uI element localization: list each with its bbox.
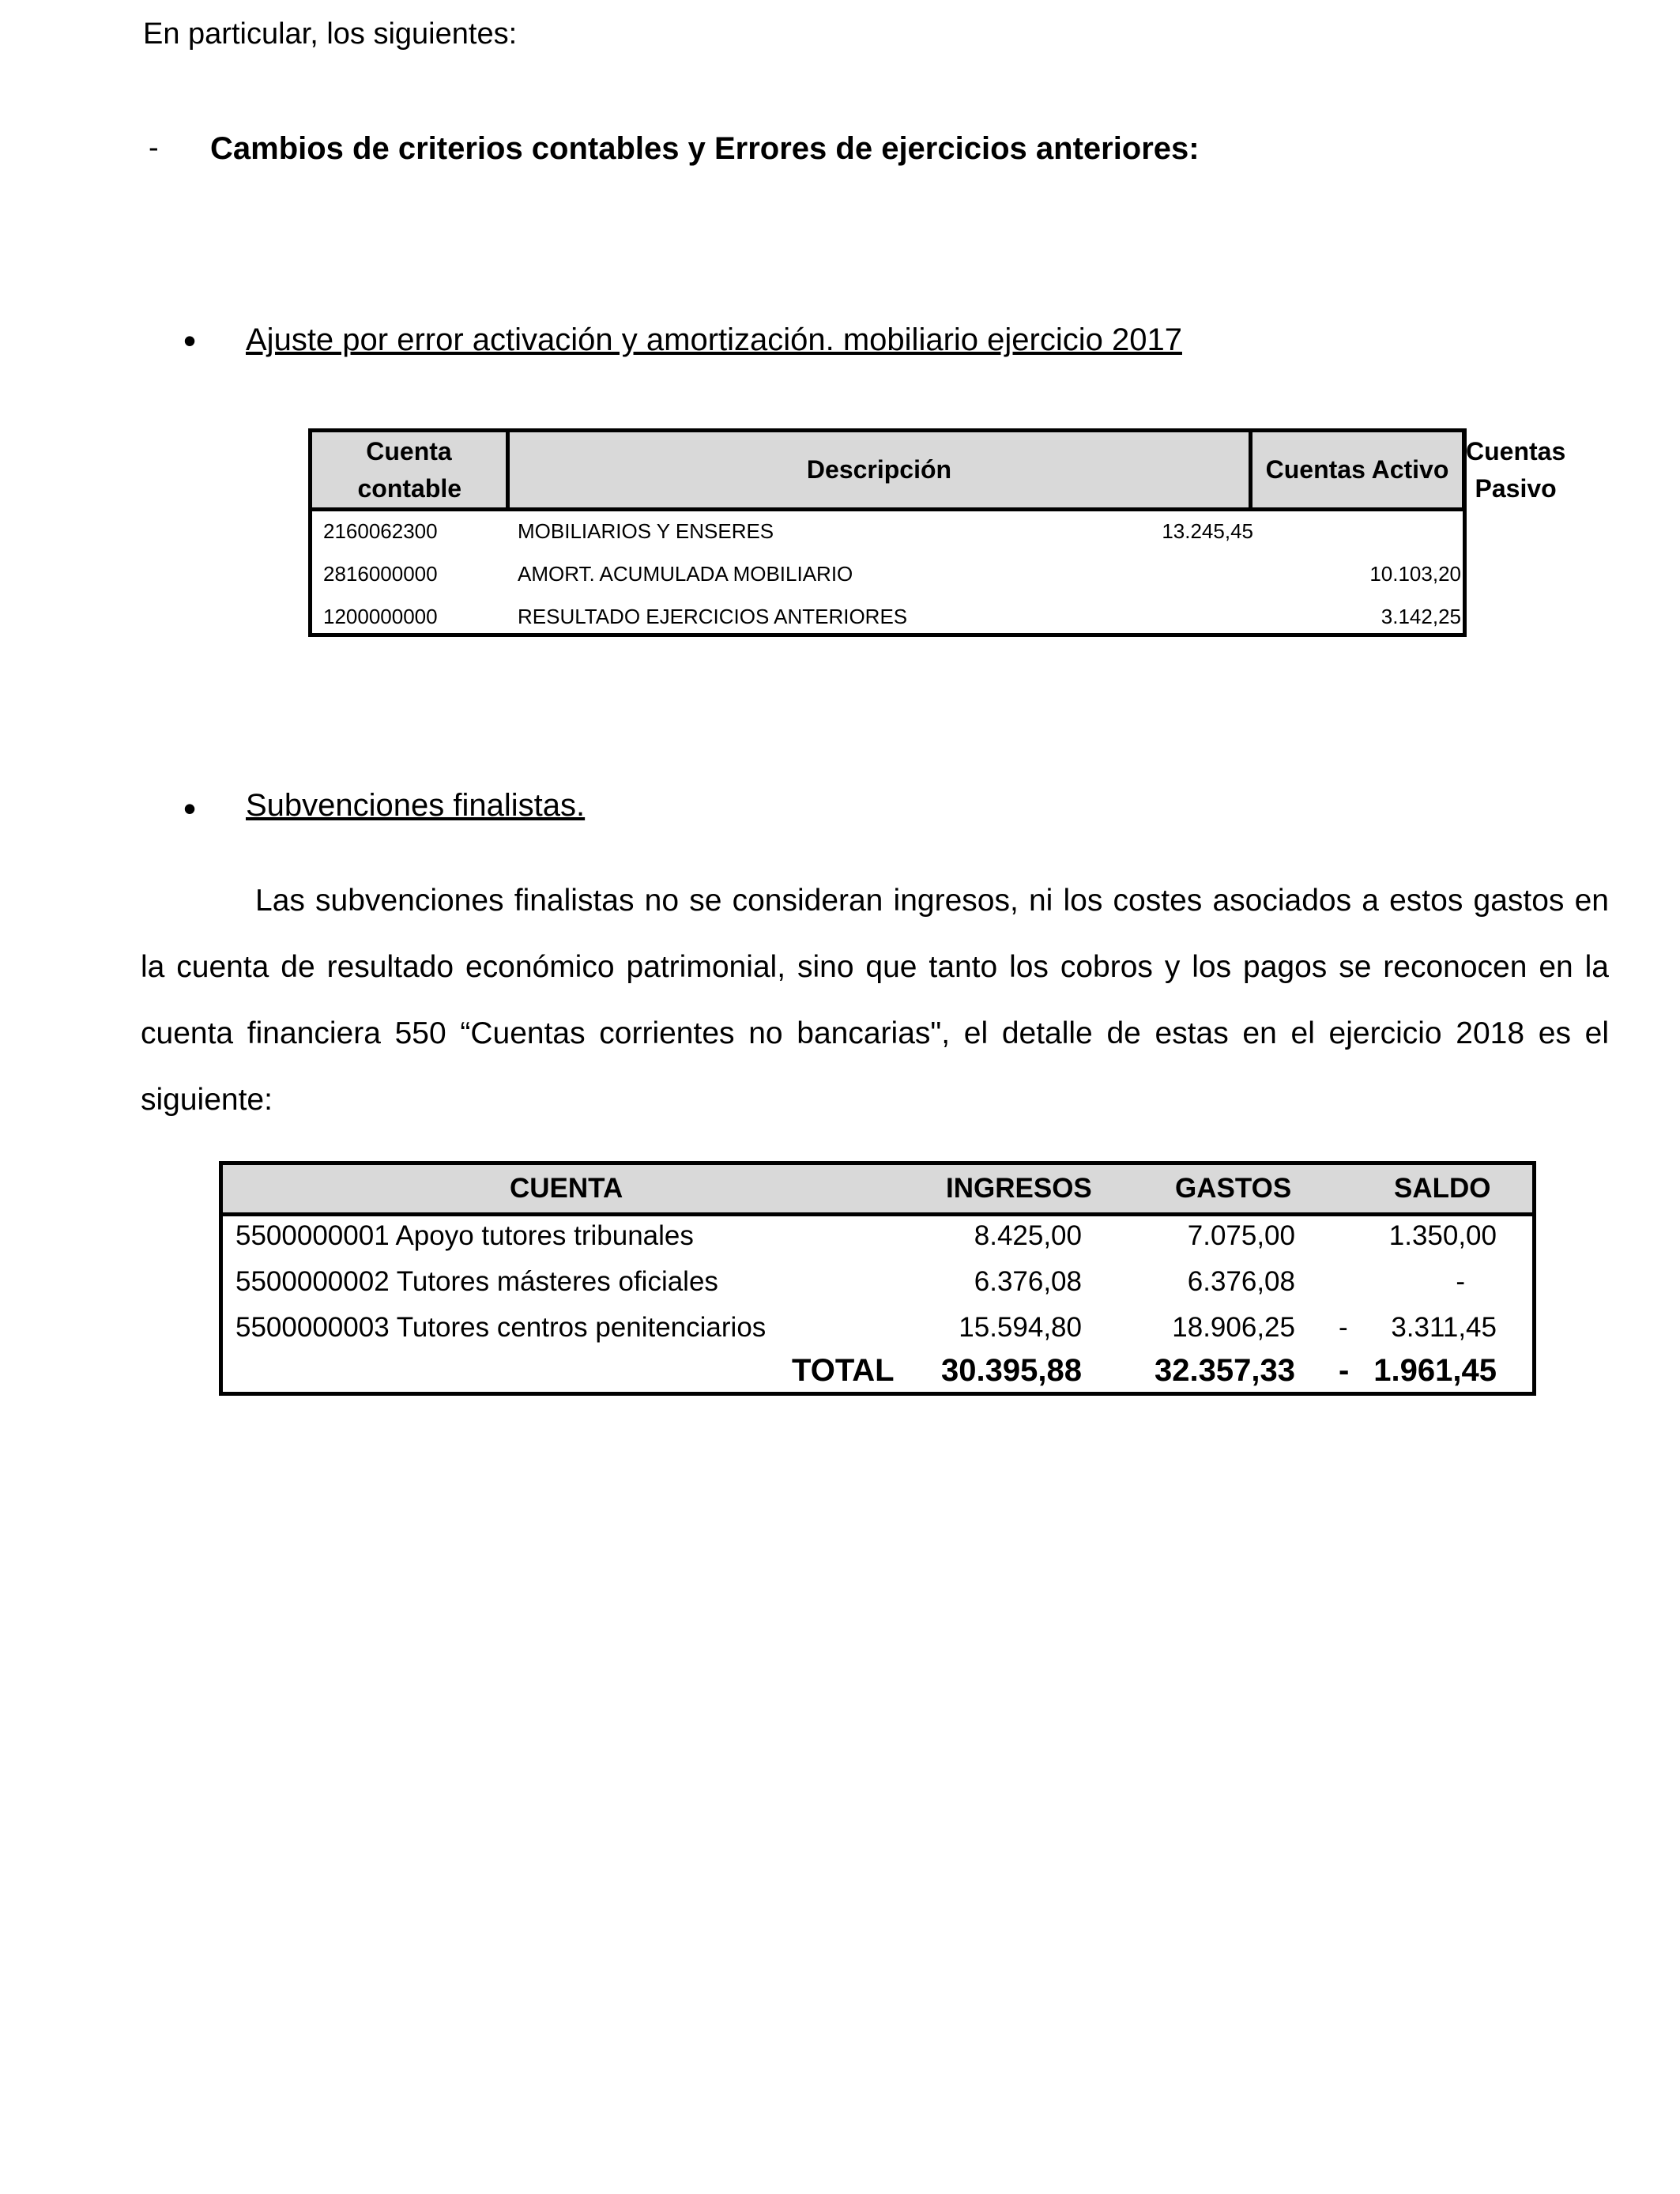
cell-cuenta: 5500000003 Tutores centros penitenciarios bbox=[235, 1312, 767, 1343]
total-label: TOTAL bbox=[792, 1353, 895, 1388]
table-row bbox=[223, 1312, 1532, 1358]
adjustment-table bbox=[308, 428, 1566, 637]
header-cuenta: CUENTA bbox=[510, 1173, 623, 1204]
bullet-heading-subvenciones: Subvenciones finalistas. bbox=[246, 788, 586, 823]
total-gastos: 32.357,33 bbox=[1155, 1353, 1295, 1388]
table-header bbox=[312, 432, 1566, 511]
paragraph-text: Las subvenciones finalistas no se consideran ingresos, ni los costes asociados a estos gastos en la cuenta de resultado económico patrimonial, sino que tanto los cobros y los pagos se reconocen en la cuenta financiera 550 “Cuentas corrientes no bancarias", el detalle de estas en el ejercicio 2018 es el siguiente: bbox=[141, 884, 1609, 1117]
table-row bbox=[312, 554, 1463, 597]
cell-gastos: 18.906,25 bbox=[1172, 1312, 1295, 1343]
cell-ingresos: 8.425,00 bbox=[974, 1220, 1082, 1251]
bullet-icon: • bbox=[183, 788, 197, 829]
table-row bbox=[223, 1220, 1532, 1266]
cell-saldo: 1.350,00 bbox=[1388, 1220, 1497, 1251]
cell-pasivo: 3.142,25 bbox=[1381, 605, 1461, 628]
section-title: Cambios de criterios contables y Errores de ejercicios anteriores: bbox=[210, 131, 1200, 166]
cell-ingresos: 6.376,08 bbox=[974, 1266, 1082, 1297]
header-gastos: GASTOS bbox=[1175, 1173, 1292, 1204]
total-ingresos: 30.395,88 bbox=[941, 1353, 1082, 1388]
header-cuentas-activo: Cuentas Activo bbox=[1265, 455, 1449, 484]
header-saldo: SALDO bbox=[1394, 1173, 1491, 1204]
cell-descripcion: MOBILIARIOS Y ENSERES bbox=[518, 519, 774, 543]
table-row bbox=[312, 511, 1463, 554]
cell-cuenta: 2160062300 bbox=[323, 519, 438, 543]
header-descripcion: Descripción bbox=[806, 455, 952, 484]
total-sign: - bbox=[1339, 1353, 1350, 1388]
cell-cuenta: 5500000001 Apoyo tutores tribunales bbox=[235, 1220, 694, 1251]
intro-text: En particular, los siguientes: bbox=[143, 17, 518, 51]
total-row bbox=[223, 1353, 1532, 1399]
cell-sign: - bbox=[1339, 1312, 1348, 1343]
bullet-icon: • bbox=[183, 320, 197, 361]
table-row bbox=[312, 597, 1463, 639]
cell-cuenta: 1200000000 bbox=[323, 605, 438, 628]
header-ingresos: INGRESOS bbox=[946, 1173, 1092, 1204]
cell-cuenta: 2816000000 bbox=[323, 562, 438, 586]
body-paragraph bbox=[141, 868, 1609, 1133]
subsidies-table bbox=[219, 1161, 1536, 1396]
table-row bbox=[223, 1266, 1532, 1312]
section-dash: - bbox=[149, 131, 159, 164]
cell-descripcion: RESULTADO EJERCICIOS ANTERIORES bbox=[518, 605, 908, 628]
cell-gastos: 6.376,08 bbox=[1187, 1266, 1295, 1297]
cell-saldo: 3.311,45 bbox=[1391, 1312, 1497, 1343]
cell-gastos: 7.075,00 bbox=[1187, 1220, 1295, 1251]
cell-pasivo: 10.103,20 bbox=[1369, 562, 1461, 586]
cell-saldo: - bbox=[1456, 1266, 1465, 1297]
table-header bbox=[223, 1165, 1532, 1216]
bullet-heading-ajuste: Ajuste por error activación y amortización. mobiliario ejercicio 2017 bbox=[246, 322, 1182, 357]
cell-cuenta: 5500000002 Tutores másteres oficiales bbox=[235, 1266, 718, 1297]
cell-descripcion: AMORT. ACUMULADA MOBILIARIO bbox=[518, 562, 853, 586]
header-cuentas-pasivo: Cuentas Pasivo bbox=[1466, 437, 1566, 503]
total-saldo: 1.961,45 bbox=[1373, 1353, 1497, 1388]
header-cuenta-contable: Cuenta contable bbox=[357, 437, 462, 503]
cell-ingresos: 15.594,80 bbox=[959, 1312, 1082, 1343]
cell-activo: 13.245,45 bbox=[1162, 519, 1253, 543]
